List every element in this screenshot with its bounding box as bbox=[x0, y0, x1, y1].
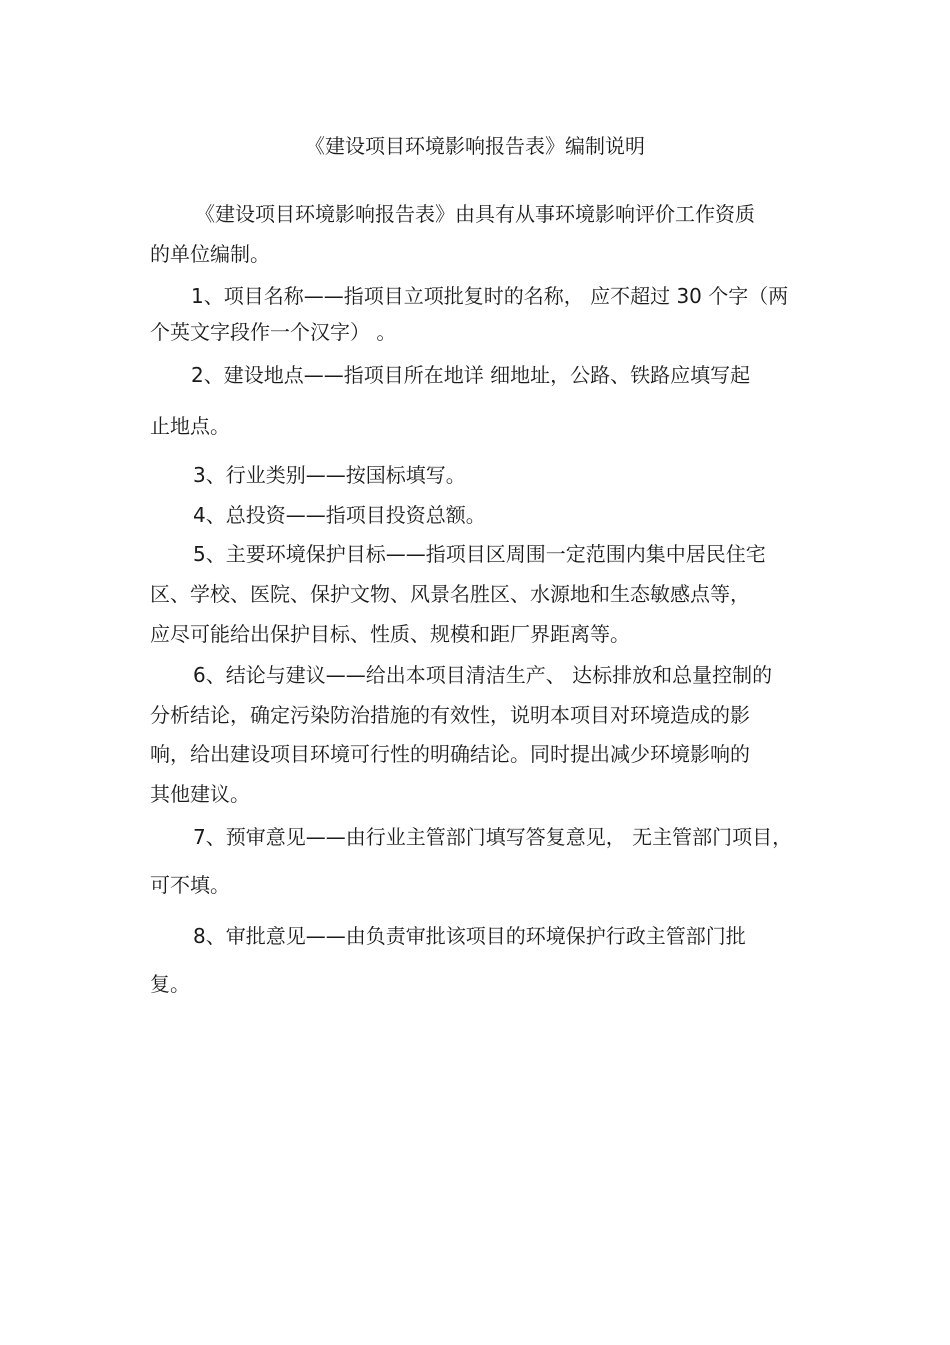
item-7-line-1: 7、预审意见——由行业主管部门填写答复意见， 无主管部门项目， bbox=[193, 825, 793, 849]
intro-line-1: 《建设项目环境影响报告表》由具有从事环境影响评价工作资质 bbox=[195, 202, 755, 226]
item-6-line-1: 6、结论与建议——给出本项目清洁生产、 达标排放和总量控制的 bbox=[193, 663, 773, 687]
item-6-line-3: 响，给出建设项目环境可行性的明确结论。同时提出减少环境影响的 bbox=[150, 742, 750, 766]
item-3-line-1: 3、行业类别——按国标填写。 bbox=[193, 463, 466, 487]
item-4-line-1: 4、总投资——指项目投资总额。 bbox=[193, 503, 486, 527]
item-5-line-3: 应尽可能给出保护目标、性质、规模和距厂界距离等。 bbox=[150, 622, 630, 646]
item-8-line-2: 复。 bbox=[150, 972, 190, 996]
item-7-line-2: 可不填。 bbox=[150, 873, 230, 897]
item-8-line-1: 8、审批意见——由负责审批该项目的环境保护行政主管部门批 bbox=[193, 924, 746, 948]
item-5-line-2: 区、学校、医院、保护文物、风景名胜区、水源地和生态敏感点等， bbox=[150, 582, 750, 606]
document-title: 《建设项目环境影响报告表》编制说明 bbox=[305, 134, 645, 158]
item-1-line-1: 1、项目名称——指项目立项批复时的名称， 应不超过 30 个字（两 bbox=[191, 284, 789, 308]
item-6-line-4: 其他建议。 bbox=[150, 782, 250, 806]
item-2-line-1: 2、建设地点——指项目所在地详 细地址，公路、铁路应填写起 bbox=[191, 363, 751, 387]
item-5-line-1: 5、主要环境保护目标——指项目区周围一定范围内集中居民住宅 bbox=[193, 542, 766, 566]
item-1-line-2: 个英文字段作一个汉字） 。 bbox=[150, 320, 397, 344]
item-2-line-2: 止地点。 bbox=[150, 414, 230, 438]
item-6-line-2: 分析结论，确定污染防治措施的有效性，说明本项目对环境造成的影 bbox=[150, 703, 750, 727]
intro-line-2: 的单位编制。 bbox=[150, 242, 270, 266]
